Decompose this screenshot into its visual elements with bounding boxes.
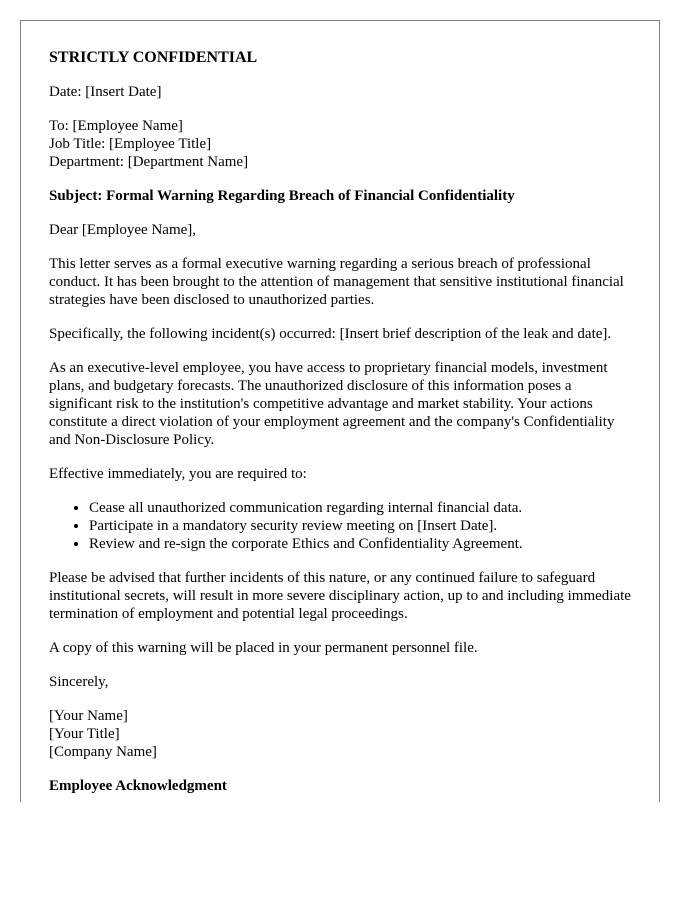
paragraph-incident: Specifically, the following incident(s) occurred: [Insert brief description of the leak and date]. bbox=[49, 326, 612, 342]
signature-company: [Company Name] bbox=[49, 744, 157, 760]
confidential-heading: STRICTLY CONFIDENTIAL bbox=[49, 49, 258, 66]
signature-block bbox=[49, 707, 637, 761]
signature-title: [Your Title] bbox=[49, 726, 120, 742]
paragraph-intro: This letter serves as a formal executive warning regarding a serious breach of professional conduct. It has been brought to the attention of management that sensitive institutional financial strategies have been disclosed to unauthorized parties. bbox=[49, 256, 624, 308]
salutation: Dear [Employee Name], bbox=[49, 222, 197, 238]
job-title-line: Job Title: [Employee Title] bbox=[49, 136, 212, 152]
signature-name: [Your Name] bbox=[49, 708, 128, 724]
requirement-item: • Review and re-sign the corporate Ethics and Confidentiality Agreement. bbox=[89, 535, 637, 553]
requirement-item: • Participate in a mandatory security review meeting on [Insert Date]. bbox=[89, 517, 637, 535]
requirement-item: • Cease all unauthorized communication regarding internal financial data. bbox=[89, 499, 637, 517]
paragraph-file-note: A copy of this warning will be placed in your permanent personnel file. bbox=[49, 640, 478, 656]
closing: Sincerely, bbox=[49, 674, 109, 690]
acknowledgment-heading: Employee Acknowledgment bbox=[49, 778, 227, 794]
to-line: To: [Employee Name] bbox=[49, 118, 183, 134]
subject-line: Subject: Formal Warning Regarding Breach of Financial Confidentiality bbox=[49, 188, 515, 204]
letter-content bbox=[49, 49, 637, 802]
department-line: Department: [Department Name] bbox=[49, 154, 249, 170]
paragraph-consequences: Please be advised that further incidents of this nature, or any continued failure to safeguard institutional secrets, will result in more severe disciplinary action, up to and including immediate termination of employment and potential legal proceedings. bbox=[49, 570, 631, 622]
recipient-block bbox=[49, 117, 637, 171]
letter-page bbox=[20, 20, 660, 802]
paragraph-risk: As an executive-level employee, you have access to proprietary financial models, investment plans, and budgetary forecasts. The unauthorized disclosure of this information poses a significant risk to the institution's competitive advantage and market stability. Your actions constitute a direct violation of your employment agreement and the company's Confidentiality and Non-Disclosure Policy. bbox=[49, 360, 615, 448]
requirements-list bbox=[49, 499, 637, 553]
date-line: Date: [Insert Date] bbox=[49, 84, 162, 100]
requirements-intro: Effective immediately, you are required to: bbox=[49, 466, 307, 482]
